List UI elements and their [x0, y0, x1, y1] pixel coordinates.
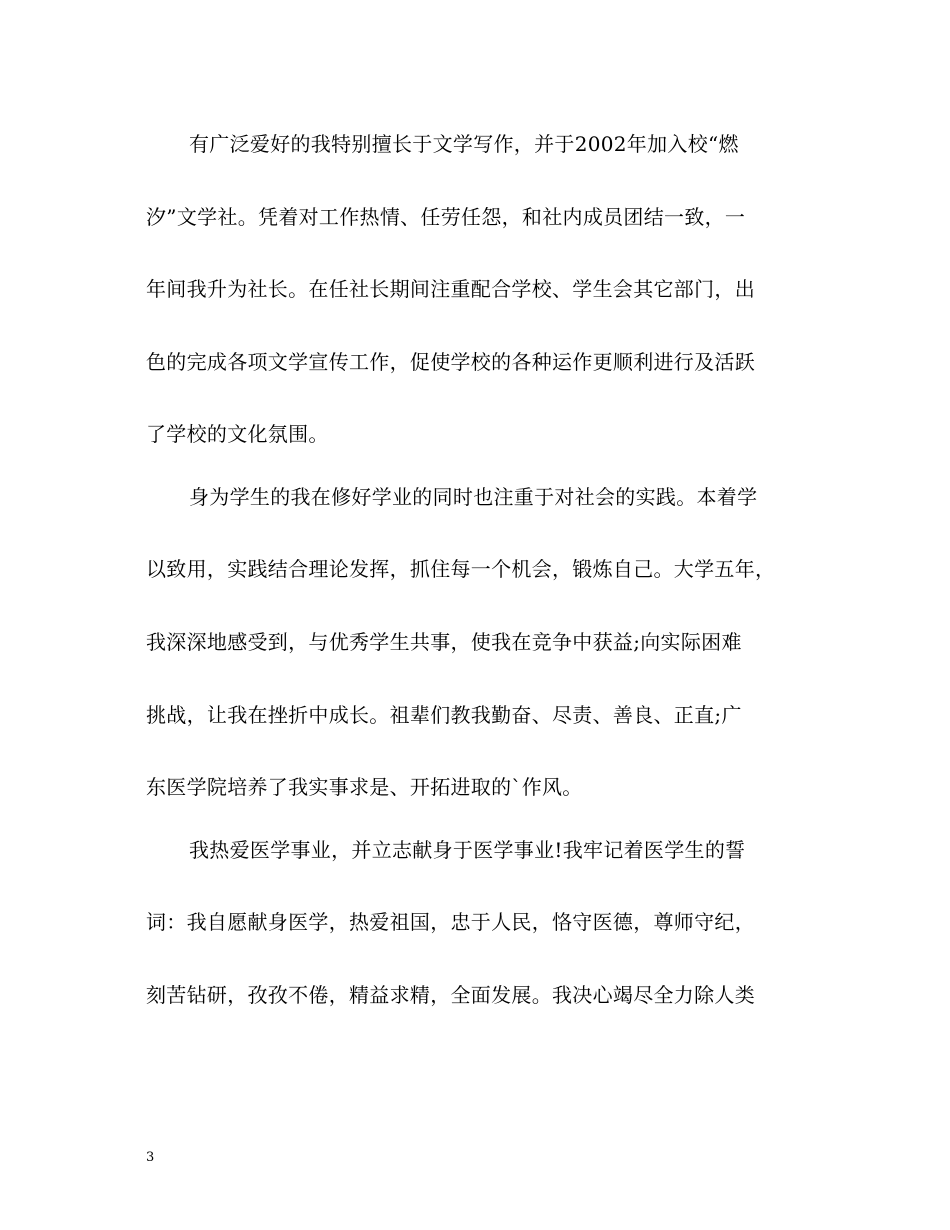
paragraph-1-line-1: 有广泛爱好的我特别擅长于文学写作，并于2002年加入校“燃	[189, 132, 739, 156]
paragraph-3-line-2: 词：我自愿献身医学，热爱祖国，忠于人民，恪守医德，尊师守纪，	[146, 910, 755, 934]
paragraph-3-line-1: 我热爱医学事业，并立志献身于医学事业!我牢记着医学生的誓	[189, 838, 746, 862]
paragraph-2-line-4: 挑战，让我在挫折中成长。祖辈们教我勤奋、尽责、善良、正直;广	[146, 703, 742, 727]
paragraph-1-line-5: 了学校的文化氛围。	[146, 422, 329, 446]
paragraph-2-line-2: 以致用，实践结合理论发挥，抓住每一个机会，锻炼自己。大学五年，	[146, 557, 776, 581]
paragraph-1-line-2: 汐”文学社。凭着对工作热情、任劳任怨，和社内成员团结一致，一	[146, 205, 746, 229]
paragraph-2-line-1: 身为学生的我在修好学业的同时也注重于对社会的实践。本着学	[189, 485, 758, 509]
paragraph-1-line-3: 年间我升为社长。在任社长期间注重配合学校、学生会其它部门，出	[146, 277, 755, 301]
page-number: 3	[146, 1150, 155, 1165]
paragraph-1-line-4: 色的完成各项文学宣传工作，促使学校的各种运作更顺利进行及活跃	[146, 350, 755, 374]
paragraph-2-line-3: 我深深地感受到，与优秀学生共事，使我在竞争中获益;向实际困难	[146, 630, 742, 654]
paragraph-3-line-3: 刻苦钻研，孜孜不倦，精益求精，全面发展。我决心竭尽全力除人类	[146, 983, 755, 1007]
paragraph-2-line-5: 东医学院培养了我实事求是、开拓进取的`作风。	[146, 775, 583, 799]
